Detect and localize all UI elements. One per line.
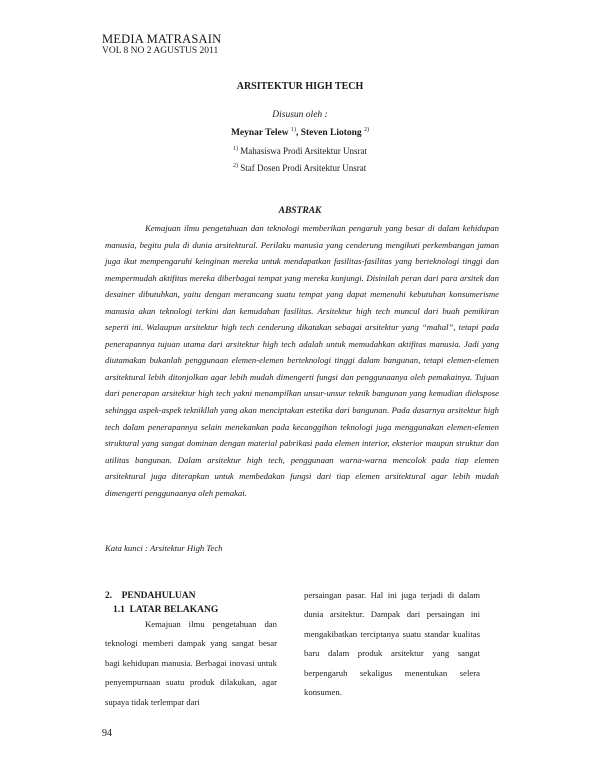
journal-name: MEDIA MATRASAIN [102, 32, 222, 46]
affiliation-2-sup: 2) [233, 163, 238, 169]
disusun-label: Disusun oleh : [272, 110, 328, 120]
author-1-sup: 1) [290, 127, 296, 133]
abstract-heading: ABSTRAK [278, 206, 322, 216]
left-column-text [105, 615, 277, 712]
affiliation-2 [233, 163, 366, 173]
author-1: Meynar Telew [230, 128, 289, 139]
left-column-body: Kemajuan ilmu pengetahuan dan teknologi memberi dampak yang sangat besar bagi kehidupan manusia. Berbagai inovasi untuk penyempurnaan suatu produk dilakukan, agar supaya tidak terlempar dari [105, 619, 277, 707]
section-heading: 2. PENDAHULUAN [105, 591, 196, 601]
abstract-body [105, 220, 499, 501]
author-separator: , [295, 128, 299, 139]
paper-title: ARSITEKTUR HIGH TECH [236, 81, 364, 92]
affiliation-1-sup: 1) [233, 146, 238, 152]
author-2-sup: 2) [364, 127, 370, 133]
author-2: Steven Liotong [300, 128, 362, 139]
affiliation-1-text: Mahasiswa Prodi Arsitektur Unsrat [240, 146, 367, 156]
abstract-text: Kemajuan ilmu pengetahuan dan teknologi memberikan pengaruh yang besar di dalam kehidupan manusia, begitu pula di dunia arsitektural. Perilaku manusia yang cenderung mengikuti perkembangan jaman juga ikut mempengaruhi keinginan mereka untuk mendapatkan fasilitas-fasilitas yang berteknologi tinggi dan mempermudah aktifitas mereka diberbagai tempat yang mereka kunjungi. Disinilah peran dari para arsitek dan desainer dibutuhkan, yaitu dengan merancang suatu tempat yang dapat memenuhi kebutuhan konsumerisme manusia akan teknologi terkini dan kemudahan fasilitas. Arsitektur high tech muncul dari buah pemikiran seperti ini. Walaupun arsitektur high tech cenderung dikatakan sebagai arsitektur yang “mahal”, tetapi pada penerapannya tujuan utama dari arsitektur high tech adalah untuk memudahkan aktifitas manusia. Jadi yang diutamakan bukanlah penggunaan elemen-elemen berteknologi tinggi dalam bangunan, tetapi elemen-elemen arsitektural lebih ditonjolkan agar lebih mudah dimengerti fungsi dan penggunaanya oleh pemakainya. Tujuan dari penerapan arsitektur high tech yakni menampilkan unsur-unsur teknik bangunan yang kemudian diekspose sehingga aspek-aspek teknikllah yang akan menciptakan estetika dari bangunan. Pada dasarnya arsitektur high tech dalam penerapannya selain menekankan pada kecanggihan teknologi juga menggunakan elemen-elemen struktural yang sangat dominan dengan material pabrikasi pada elemen interior, eksterior maupun struktur dan utilitas bangunan. Dalam arsitektur high tech, penggunaan warna-warna mencolok pada tiap elemen arsitektural juga diterapkan untuk membedakan fungsi dari tiap elemen arsitektural agar lebih mudah dimengerti penggunaanya oleh pemakai. [105, 223, 499, 498]
right-column-text: persaingan pasar. Hal ini juga terjadi di dalam dunia arsitektur. Dampak dari persaingan ini mengakibatkan terciptanya suatu standar kualitas baru dalam produk arsitektur yang sangat berpengaruh sekaligus menentukan selera konsumen. [304, 590, 480, 698]
journal-issue: VOL 8 NO 2 AGUSTUS 2011 [102, 46, 219, 56]
keywords: Kata kunci : Arsitektur High Tech [105, 543, 223, 553]
affiliation-2-text: Staf Dosen Prodi Arsitektur Unsrat [240, 163, 367, 173]
author-line [0, 127, 600, 138]
page-number: 94 [102, 728, 112, 739]
subsection-heading: 1.1 LATAR BELAKANG [113, 605, 219, 615]
affiliation-1 [233, 146, 367, 156]
